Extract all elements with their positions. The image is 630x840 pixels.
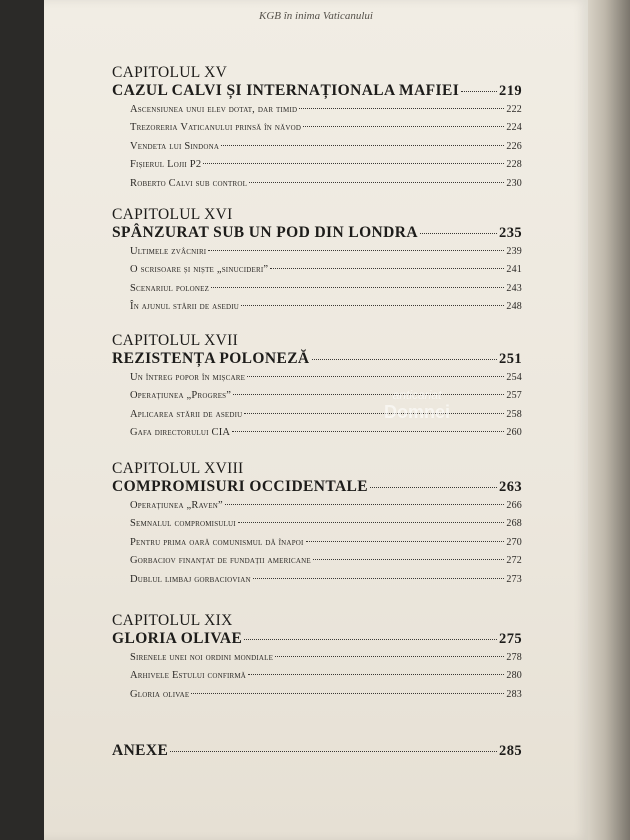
leader-dots [244,413,504,414]
chapter-xviii [112,460,522,589]
entry-title: Operațiunea „Progres” [130,390,232,401]
watermark-line1: anticariat [392,388,442,402]
chapter-label: CAPITOLUL XV [112,64,228,81]
entry-page: 268 [506,518,522,529]
leader-dots [225,504,505,505]
annex-page: 285 [499,743,522,759]
chapter-title-row[interactable] [112,82,522,101]
entry-title: În ajunul stării de asediu [130,301,240,312]
entry-page: 258 [506,408,522,420]
leader-dots [461,91,497,92]
chapter-page: 235 [499,225,522,241]
leader-dots [233,394,504,395]
entry-page: 248 [506,301,522,312]
toc-entry[interactable] [130,424,522,443]
leader-dots [238,522,505,523]
leader-dots [211,287,504,288]
leader-dots [299,108,504,109]
leader-dots [313,559,505,560]
toc-entry[interactable] [130,552,522,571]
toc-entry[interactable] [130,406,522,425]
entry-page: 230 [506,177,522,189]
chapter-title-row[interactable] [112,350,522,369]
entry-title: Fișierul Lojii P2 [130,159,202,170]
entry-page: 254 [506,371,522,383]
chapter-label: CAPITOLUL XVIII [112,460,244,477]
running-head: KGB în inima Vaticanului [259,10,373,22]
entry-page: 283 [506,688,522,700]
entry-title: Un întreg popor în mișcare [130,371,246,383]
chapter-title: SPÂNZURAT SUB UN POD DIN LONDRA [112,224,418,241]
leader-dots [370,487,497,488]
annex-title: ANEXE [112,742,169,759]
entry-title: Ultimele zvâcniri [130,245,207,257]
entry-title: Vendeta lui Sindona [130,140,220,152]
leader-dots [208,250,504,251]
entry-title: Gorbaciov finanțat de fundații americane [130,555,311,566]
toc-entry[interactable] [130,261,522,280]
toc-entry[interactable] [130,175,522,194]
entry-title: Scenariul polonez [130,282,210,294]
chapter-label: CAPITOLUL XIX [112,612,233,629]
chapter-title: COMPROMISURI OCCIDENTALE [112,478,369,495]
entry-page: 273 [506,573,522,585]
toc-entry[interactable] [130,649,522,668]
entry-page: 260 [506,427,522,438]
entry-page: 239 [506,245,522,257]
entry-title: Dublul limbaj gorbaciovian [130,573,251,585]
toc-entry[interactable] [130,387,522,406]
toc-entry[interactable] [130,534,522,553]
toc-entry[interactable] [130,101,522,120]
leader-dots [275,656,504,657]
chapter-label: CAPITOLUL XVI [112,206,233,223]
entry-page: 224 [506,122,522,133]
book-spine-edge [588,0,630,840]
entry-title: Gloria olivae [130,688,190,700]
entry-page: 222 [506,103,522,115]
annex-section [112,742,522,761]
leader-dots [232,431,504,432]
leader-dots [244,639,497,640]
annex-row[interactable] [112,742,522,761]
watermark-line2: Domnei [384,402,451,422]
leader-dots [203,163,504,164]
chapter-title: REZISTENȚA POLONEZĂ [112,350,310,367]
entry-page: 270 [506,536,522,548]
toc-entry[interactable] [130,138,522,157]
toc-entry[interactable] [130,369,522,388]
entry-title: O scrisoare și niște „sinucideri” [130,264,269,275]
chapter-page: 275 [499,631,522,647]
toc-entry[interactable] [130,119,522,138]
entry-page: 243 [506,282,522,294]
toc-entry[interactable] [130,156,522,175]
chapter-title-row[interactable] [112,224,522,243]
entry-page: 257 [506,390,522,401]
leader-dots [420,233,497,234]
leader-dots [312,359,498,360]
book-page [44,0,588,840]
entry-title: Arhivele Estului confirmă [130,670,247,681]
watermark [384,388,450,423]
entry-title: Pentru prima oară comunismul dă înapoi [130,536,304,548]
leader-dots [247,376,504,377]
entry-title: Gafa directorului CIA [130,427,231,438]
chapter-page: 219 [499,83,522,99]
leader-dots [221,145,504,146]
toc-entry[interactable] [130,571,522,590]
entry-page: 280 [506,670,522,681]
entry-title: Aplicarea stării de asediu [130,408,243,420]
leader-dots [170,751,497,752]
chapter-page: 263 [499,479,522,495]
leader-dots [253,578,505,579]
chapter-page: 251 [499,351,522,367]
chapter-title-row[interactable] [112,478,522,497]
leader-dots [191,693,504,694]
toc-entry[interactable] [130,298,522,317]
entry-title: Trezoreria Vaticanului prinsă în năvod [130,122,302,133]
toc-entry[interactable] [130,243,522,262]
chapter-title: GLORIA OLIVAE [112,630,243,647]
entry-title: Operațiunea „Raven” [130,499,223,511]
entry-page: 241 [506,264,522,275]
chapter-xv [112,64,522,193]
leader-dots [270,268,504,269]
entry-title: Semnalul compromisului [130,518,236,529]
chapter-title: CAZUL CALVI ȘI INTERNAȚIONALA MAFIEI [112,82,460,99]
entry-title: Sirenele unei noi ordini mondiale [130,651,274,663]
leader-dots [241,305,504,306]
entry-title: Roberto Calvi sub control [130,177,248,189]
entry-page: 228 [506,159,522,170]
chapter-title-row[interactable] [112,630,522,649]
leader-dots [306,541,505,542]
toc-entry[interactable] [130,667,522,686]
entry-page: 272 [506,555,522,566]
toc-entry[interactable] [130,280,522,299]
chapter-xvi [112,206,522,317]
entry-title: Ascensiunea unui elev dotat, dar timid [130,103,298,115]
entry-page: 266 [506,499,522,511]
toc-entry[interactable] [130,686,522,705]
toc-entry[interactable] [130,497,522,516]
toc-entry[interactable] [130,515,522,534]
chapter-label: CAPITOLUL XVII [112,332,239,349]
leader-dots [303,126,504,127]
entry-page: 278 [506,651,522,663]
chapter-xix [112,612,522,704]
chapter-xvii [112,332,522,443]
leader-dots [249,182,504,183]
leader-dots [248,674,504,675]
entry-page: 226 [506,140,522,152]
